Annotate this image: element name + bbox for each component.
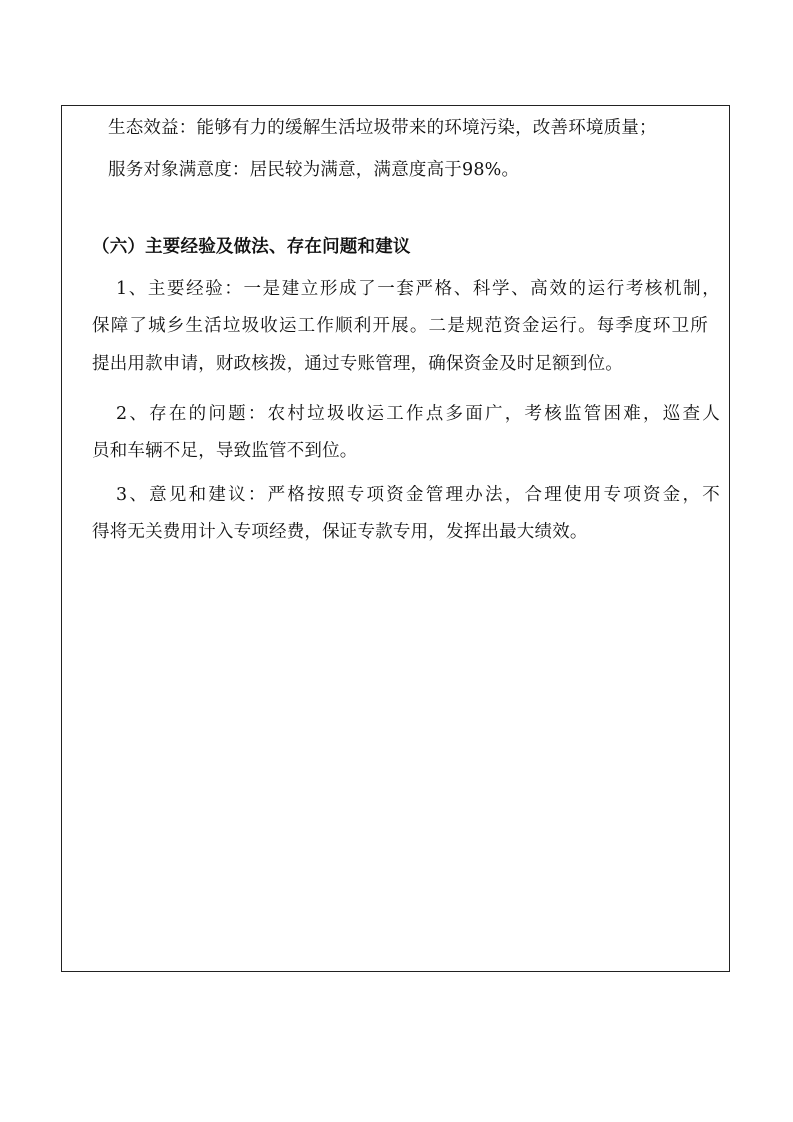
- problems-line-2: 员和车辆不足，导致监管不到位。: [92, 441, 358, 461]
- section-title: （六）主要经验及做法、存在问题和建议: [92, 237, 411, 257]
- ecological-benefit-text: 生态效益：能够有力的缓解生活垃圾带来的环境污染，改善环境质量；: [108, 118, 657, 138]
- satisfaction-text: 服务对象满意度：居民较为满意，满意度高于98%。: [108, 160, 520, 180]
- suggestions-line-2: 得将无关费用计入专项经费，保证专款专用，发挥出最大绩效。: [92, 522, 588, 542]
- suggestions-line-1: 3、意见和建议：严格按照专项资金管理办法，合理使用专项资金，不: [116, 485, 720, 505]
- experience-line-2: 保障了城乡生活垃圾收运工作顺利开展。二是规范资金运行。每季度环卫所: [92, 316, 708, 336]
- experience-line-3: 提出用款申请，财政核拨，通过专账管理，确保资金及时足额到位。: [92, 354, 623, 374]
- experience-line-1: 1、主要经验：一是建立形成了一套严格、科学、高效的运行考核机制，: [116, 279, 720, 299]
- problems-line-1: 2、存在的问题：农村垃圾收运工作点多面广，考核监管困难，巡查人: [116, 404, 720, 424]
